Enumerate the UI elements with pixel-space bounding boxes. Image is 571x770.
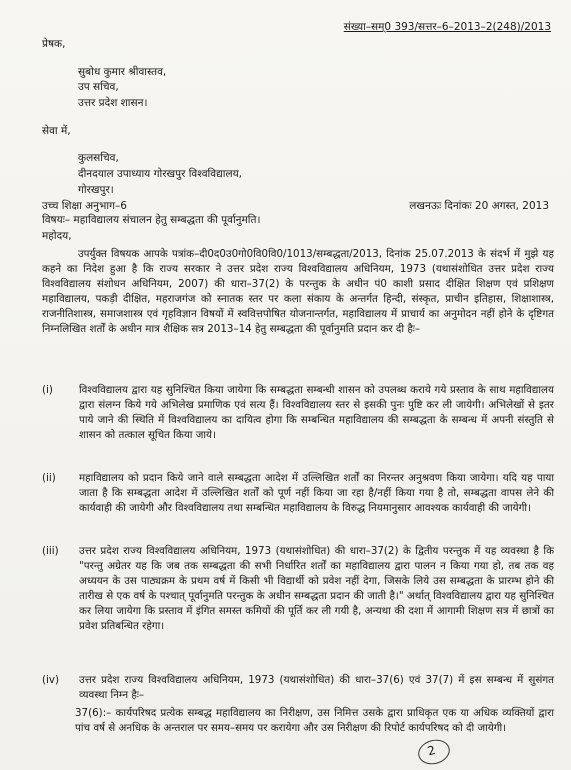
condition-text: उत्तर प्रदेश राज्य विश्वविद्यालय अधिनियम, 1973 (यथासंशोधित) की धारा–37(2) के द्वितीय परन्तुक में यह व्यवस्था है कि "परन्तु अग्रेतर यह कि जब तक सम्बद्धता की सभी निर्धारित शर्तों का महाविद्यालय द्वारा पालन न किया गया हो, तब तक वह अध्ययन के उस पाठ्यक्रम के प्रथम वर्ष में किसी भी विद्यार्थी को प्रवेश नहीं देगा, जिसके लिये उस सम्बद्धता के प्रारम्भ होने की तारीख से एक वर्ष के पश्चात् पूर्वानुमति परन्तुक के अधीन सम्बद्धता प्रदान की जाती है।" अर्थात् विश्वविद्यालय द्वारा यह सुनिश्चित कर लिया जायेगा कि प्रस्ताव में इंगित समस्त कमियों की पूर्ति कर ली गयी है, अन्यथा की दशा में आगामी शिक्षण सत्र में छात्रों का प्रवेश प्रतिबन्धित रहेगा। [79,545,554,632]
sender-name: सुबोध कुमार श्रीवास्तव, [78,66,167,78]
condition-text: विश्वविद्यालय द्वारा यह सुनिश्चित किया जायेगा कि सम्बद्धता सम्बन्धी शासन को उपलब्ध कराये गये प्रस्ताव के साथ महाविद्यालय द्वारा संलग्न किये गये अभिलेख प्रमाणिक एवं सत्य हैं। विश्वविद्यालय स्तर से इसकी पुनः पुष्टि कर ली जायेगी। अभिलेखों से इतर पाये जाने की स्थिति में विश्वविद्यालय का दायित्व होगा कि सम्बन्धित महाविद्यालय की सम्बद्धता के सम्बन्ध में अपनी संस्तुति से शासन को तत्काल सूचित किया जाये। [79,384,554,441]
page-mark: 2 [425,742,437,759]
condition-text: उत्तर प्रदेश राज्य विश्वविद्यालय अधिनियम, 1973 (यथासंशोधित) की धारा–37(6) एवं 37(7) में इस सम्बन्ध में सुसंगत व्यवस्था निम्न हैः– [79,674,554,701]
condition-number: (i) [42,384,53,396]
condition-number: (ii) [42,472,56,484]
subject-line: विषयः– महाविद्यालय संचालन हेतु सम्बद्धता की पूर्वानुमति। [42,214,261,226]
condition-number: (iv) [42,674,59,686]
sender-office: उत्तर प्रदेश शासन। [78,97,148,109]
page-number-stamp [415,736,452,767]
condition-number: (iii) [42,545,59,557]
subclause-37-6: 37(6):– कार्यपरिषद प्रत्येक सम्बद्ध महाविद्यालय का निरीक्षण, उस निमित्त उसके द्वारा प्राधिकृत एक या अधिक व्यक्तियों द्वारा पांच वर्ष से अनधिक के अन्तराल पर समय–समय पर करायेगा और उस निरीक्षण की रिपोर्ट कार्यपरिषद को दी जायेगी। [75,707,554,734]
recipient-designation: कुलसचिव, [78,152,119,164]
date-line: लखनऊः दिनांकः 20 अगस्त, 2013 [409,200,549,212]
to-label: सेवा में, [42,125,71,137]
sender-designation: उप सचिव, [78,81,119,93]
reference-number: संख्या–सम्0 393/सत्तर–6–2013–2(248)/2013 [343,21,551,33]
intro-paragraph: उपर्युक्त विषयक आपके पत्रांक–दी0द0उ0गो0वि0वि0/1013/सम्बद्धता/2013, दिनांक 25.07.2013 के संदर्भ में मुझे यह कहने का निदेश हुआ है कि राज्य सरकार ने उत्तर प्रदेश राज्य विश्वविद्यालय अधिनियम, 1973 (यथासंशोधित उत्तर प्रदेश राज्य विश्वविद्यालय संशोधन अधिनियम, 2007) की धारा–37(2) के परन्तुक के अधीन पं0 काशी प्रसाद दीक्षित शिक्षण एवं प्रशिक्षण महाविद्यालय, पकड़ी दीक्षित, महराजगंज को स्नातक स्तर पर कला संकाय के अन्तर्गत हिन्दी, संस्कृत, प्राचीन इतिहास, शिक्षाशास्त्र, राजनीतिशास्त्र, समाजशास्त्र एवं गृहविज्ञान विषयों में स्ववित्तपोषित योजनान्तर्गत, महाविद्यालय में प्राचार्य का अनुमोदन नहीं होने के दृष्टिगत निम्नलिखित शर्तों के अधीन मात्र शैक्षिक सत्र 2013–14 हेतु सम्बद्धता की पूर्वानुमति प्रदान कर दी हैः– [42,248,554,335]
salutation: महोदय, [42,230,72,242]
condition-text: महाविद्यालय को प्रदान किये जाने वाले सम्बद्धता आदेश में उल्लिखित शर्तों का निरन्तर अनुश्रवण किया जायेगा। यदि यह पाया जाता है कि सम्बद्धता आदेश में उल्लिखित शर्तों को पूर्ण नहीं किया जा रहा है/नहीं किया गया है तो, सम्बद्धता वापस लेने की कार्यवाही की जायेगी और विश्वविद्यालय तथा सम्बन्धित महाविद्यालय के विरुद्ध नियमानुसार आवश्यक कार्यवाही की जायेगी। [79,472,554,514]
recipient-institution: दीनदयाल उपाध्याय गोरखपुर विश्वविद्यालय, [78,168,242,180]
section-name: उच्च शिक्षा अनुभाग–6 [42,200,127,212]
from-label: प्रेषक, [42,38,66,50]
recipient-city: गोरखपुर। [78,184,114,196]
